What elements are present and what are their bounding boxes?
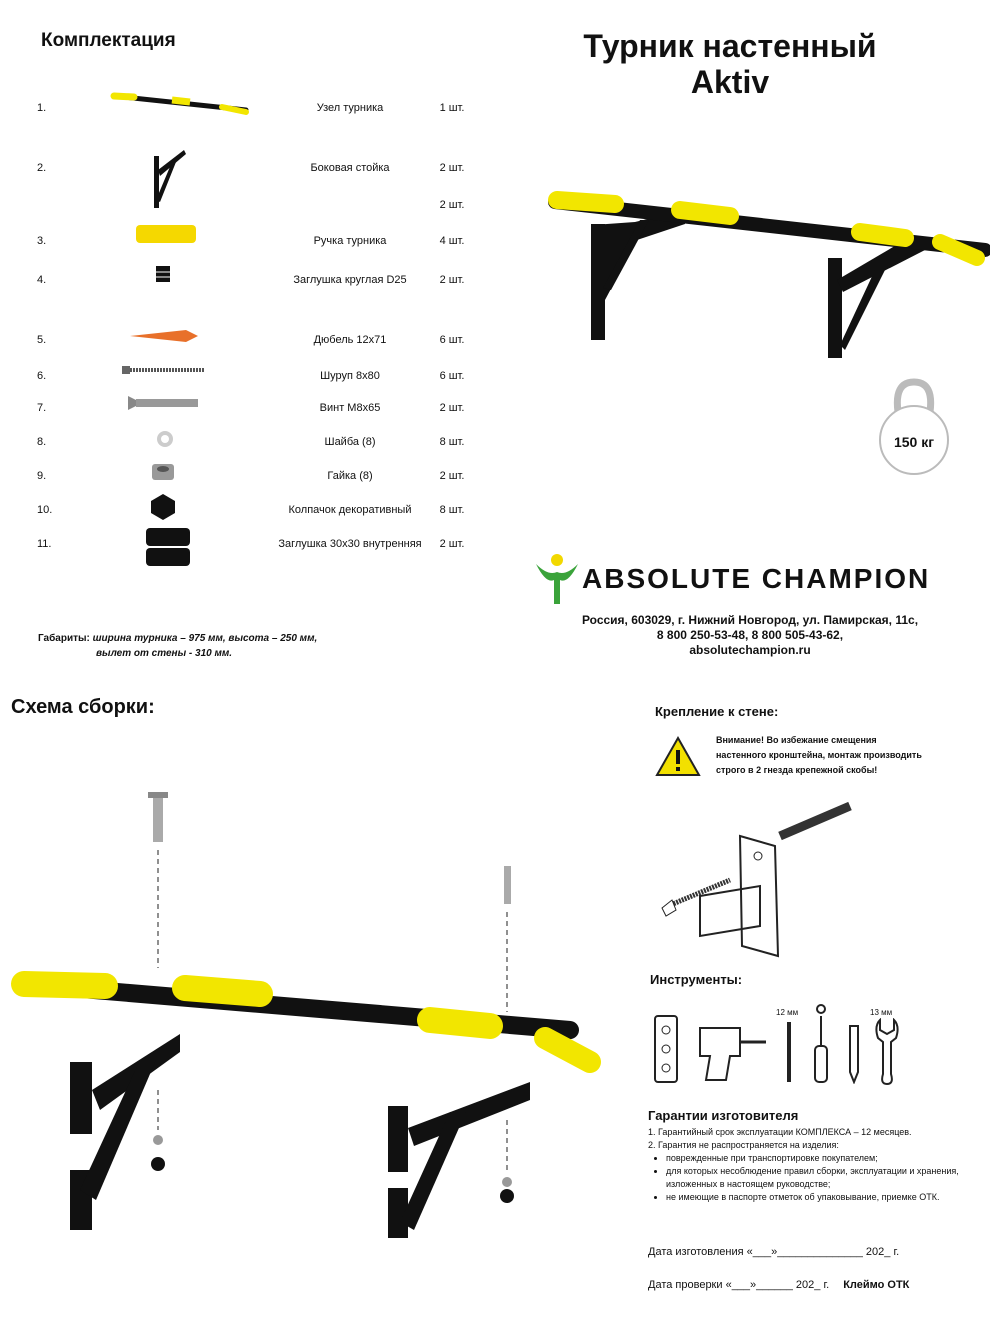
kit-item-qty: 2 шт. [439,199,465,211]
brand-address: Россия, 603029, г. Нижний Новгород, ул. Памирская, 11с, [581,613,919,627]
kit-heading: Комплектация [41,30,176,51]
kettlebell-weight-badge [876,378,952,476]
grip-left [557,200,615,204]
wrench-icon [874,1018,900,1086]
check-date-line [648,1279,909,1291]
brand-contacts [540,613,960,658]
kit-item [0,102,520,132]
kit-item-qty: 6 шт. [439,334,465,346]
warning-line3: строго в 2 гнезда крепежной скобы! [716,765,878,775]
brand-website[interactable]: absolutechampion.ru [689,643,811,657]
left-bracket [591,210,685,340]
kit-item-qty: 2 шт. [439,470,465,482]
kit-item-number: 3. [37,235,47,247]
kit-item [0,274,520,304]
kit-item [0,538,520,568]
round-plug-icon [152,264,174,289]
kit-item-number: 1. [37,102,47,114]
assembly-diagram [10,790,610,1260]
kit-item-qty: 2 шт. [439,402,465,414]
warning-icon [655,735,701,777]
kit-item [0,334,520,364]
kit-item-name: Дюбель 12х71 [313,334,387,346]
kit-item-number: 8. [37,436,47,448]
kit-item-qty: 8 шт. [439,436,465,448]
kit-item-name: Колпачок декоративный [288,504,412,516]
kit-item-number: 4. [37,274,47,286]
warning-line2: настенного кронштейна, монтаж производить [716,750,922,760]
kit-item-name: Винт М8х65 [319,402,381,414]
screwdriver-icon [813,1004,829,1084]
max-weight: 150 кг [893,434,935,450]
warranty-bullet: • не имеющие в паспорте отметок об упаковывание, приемке ОТК. [666,1191,978,1204]
kit-item-number: 5. [37,334,47,346]
kit-item-name: Заглушка 30х30 внутренняя [278,538,422,550]
pullup-bar-illustration [545,180,990,370]
bolt-right [504,866,511,1012]
kit-item-name: Шуруп 8х80 [320,370,380,382]
kit-item-name: Боковая стойка [310,162,390,174]
product-title-line1: Турник настенный [583,28,877,64]
nut-icon [150,460,176,487]
kit-item-number: 10. [37,504,53,516]
kit-item-number: 6. [37,370,47,382]
kit-item-qty: 2 шт. [439,274,465,286]
brand-name: ABSOLUTE CHAMPION [582,563,931,594]
kit-item-qty: 2 шт. [439,538,465,550]
drill-icon [696,1024,768,1084]
kit-item-name: Шайба (8) [324,436,376,448]
kettlebell-icon [876,378,952,476]
right-bracket-diagram [388,1082,530,1238]
bolt-icon [126,394,200,415]
product-title [560,28,900,100]
kit-item-name: Узел турника [316,102,384,114]
kit-item-number: 9. [37,470,47,482]
dims-line2: вылет от стены - 310 мм. [96,648,233,659]
drill-bit-size: 12 мм [776,1008,799,1017]
qc-stamp: Клеймо ОТК [843,1279,910,1291]
left-bracket-diagram [70,1034,180,1230]
kit-item [0,235,520,265]
drill-bit-icon [784,1020,794,1084]
kit-item [0,470,520,500]
tools-heading: Инструменты: [650,972,743,987]
kit-item-number: 11. [37,538,52,550]
kit-item [0,436,520,466]
washer-icon [154,428,176,453]
warranty-term: 1. Гарантийный срок эксплуатации КОМПЛЕКСА – 12 месяцев. [648,1127,912,1137]
kit-item-qty: 6 шт. [439,370,465,382]
warranty-exclusions: 2. Гарантия не распространяется на изделия: [648,1140,839,1150]
brand-phones: 8 800 250-53-48, 8 800 505-43-62, [656,628,844,642]
kit-item [0,370,520,400]
kit-item-qty: 2 шт. [439,162,465,174]
warranty-bullet: • поврежденные при транспортировке покупателем; [666,1152,978,1165]
wall-mount-illustration [660,796,870,961]
dimensions-note [38,631,317,661]
cap-icon [148,492,178,525]
grip-icon [134,223,198,248]
warranty-bullet: • для которых несоблюдение правил сборки, эксплуатации и хранения, изложенных в настоящем руководстве; [666,1165,978,1191]
kit-item-name: Ручка турника [313,235,387,247]
kit-item [0,199,520,229]
kit-item-qty: 4 шт. [439,235,465,247]
warning-line1: Внимание! Во избежание смещения [716,735,877,745]
dims-label: Габариты: [38,633,90,644]
wall-mount-heading: Крепление к стене: [655,704,779,719]
kit-item-name: Гайка (8) [327,470,373,482]
manufacture-date: Дата изготовления «___»______________ 202_ г. [648,1246,900,1258]
kit-item [0,162,520,192]
square-plug-icon [140,524,196,573]
warning-text [716,733,956,778]
kit-item-name: Заглушка круглая D25 [293,274,407,286]
bar-assembly-icon [110,88,250,121]
kit-item-number: 2. [37,162,47,174]
brand-logo-icon [534,550,580,606]
tools-row [650,1000,910,1090]
kit-item-qty: 1 шт. [439,102,465,114]
level-icon [653,1014,679,1084]
right-bracket [828,238,925,358]
warranty-text [648,1126,978,1204]
kit-item-qty: 8 шт. [439,504,465,516]
product-title-line2: Aktiv [690,64,770,100]
warranty-heading: Гарантии изготовителя [648,1108,799,1123]
kit-item [0,402,520,432]
screw-icon [120,362,206,381]
assembly-heading: Схема сборки: [11,696,155,718]
check-date: Дата проверки «___»______ 202_ г. [648,1279,830,1291]
kit-item-number: 7. [37,402,47,414]
pencil-icon [848,1024,860,1084]
kit-item [0,504,520,534]
dowel-icon [126,326,200,349]
wrench-size: 13 мм [870,1008,893,1017]
dims-line1: ширина турника – 975 мм, высота – 250 мм, [92,633,318,644]
bolt-left [148,792,168,968]
